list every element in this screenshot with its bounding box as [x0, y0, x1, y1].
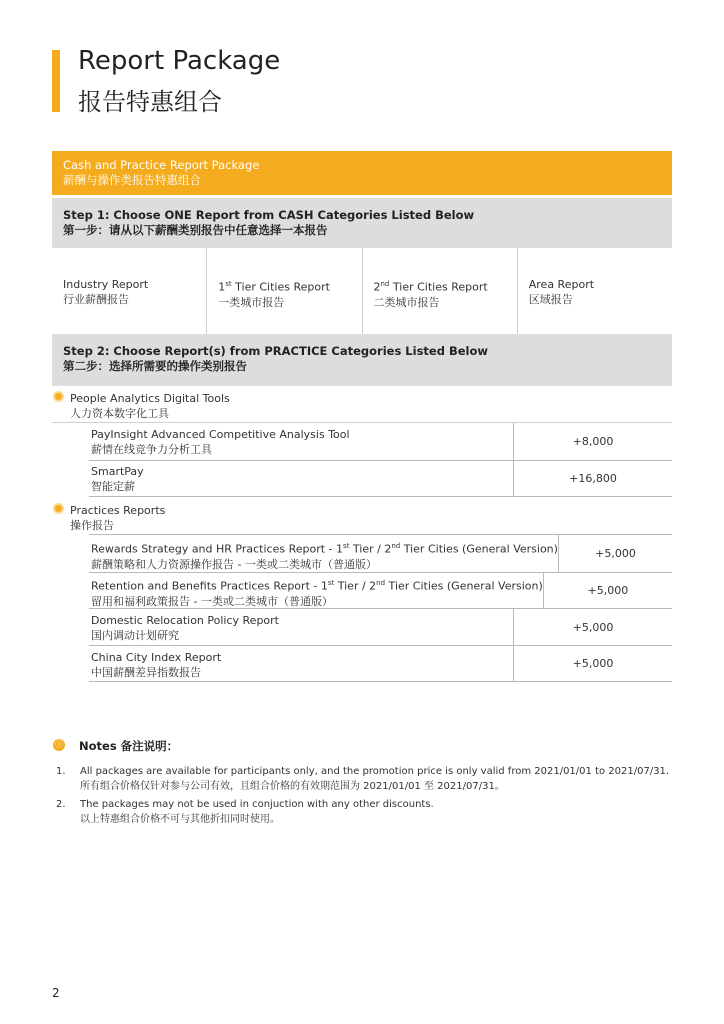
step1-header [52, 198, 672, 248]
page-number: 2 [52, 986, 60, 1000]
option-label-en: Rewards Strategy and HR Practices Report - 1st Tier / 2nd Tier Cities (General Version) [91, 542, 558, 556]
note-text-cn: 以上特惠组合价格不可与其他折扣同时使用。 [80, 814, 280, 825]
option-row[interactable] [89, 646, 672, 682]
group-label-cn: 人力资本数字化工具 [70, 407, 169, 420]
page-title-cn: 报告特惠组合 [78, 88, 222, 116]
cash-category-tier2[interactable] [362, 248, 517, 334]
step2-header [52, 334, 672, 386]
option-label-cn: 智能定薪 [91, 480, 135, 493]
package-header-en: Cash and Practice Report Package [63, 158, 260, 172]
group-label-en: Practices Reports [70, 504, 166, 517]
group-label-en: People Analytics Digital Tools [70, 392, 230, 405]
cash-category-label-en: 2nd Tier Cities Report [373, 280, 488, 294]
title-accent-bar [52, 50, 60, 112]
bullet-icon [55, 505, 62, 512]
option-price: +5,000 [513, 609, 672, 645]
cash-category-label-cn: 区域报告 [528, 293, 573, 306]
cash-category-label-cn: 二类城市报告 [373, 295, 440, 309]
step2-en: Step 2: Choose Report(s) from PRACTICE Categories Listed Below [63, 344, 488, 358]
option-label-cn: 薪情在线竞争力分析工具 [91, 443, 212, 456]
note-number: 2. [56, 799, 66, 810]
option-row[interactable] [89, 609, 672, 646]
step1-en: Step 1: Choose ONE Report from CASH Categories Listed Below [63, 208, 475, 222]
cash-categories [52, 248, 672, 335]
cash-category-label-en: Area Report [528, 278, 595, 291]
note-item [56, 797, 676, 827]
bullet-icon [55, 393, 62, 400]
note-text-en: All packages are available for participants only, and the promotion price is only valid from 2021/01/01 to 2021/07/31. [80, 766, 670, 777]
option-price: +8,000 [513, 423, 672, 460]
step2-cn: 第二步：选择所需要的操作类别报告 [63, 359, 247, 373]
cash-category-label-en: Industry Report [63, 278, 149, 291]
option-row[interactable] [89, 572, 672, 609]
option-label-cn: 留用和福利政策报告 - 一类或二类城市（普通版） [91, 594, 333, 608]
option-row[interactable] [89, 423, 672, 461]
option-label-en: Retention and Benefits Practices Report - 1st Tier / 2nd Tier Cities (General Version) [91, 579, 543, 593]
note-item [56, 764, 676, 794]
group-label-cn: 操作报告 [70, 519, 114, 532]
option-row[interactable] [89, 460, 672, 497]
package-header-cn: 薪酬与操作类报告特惠组合 [63, 173, 201, 187]
info-icon: ⓘ [55, 740, 63, 749]
option-label-en: PayInsight Advanced Competitive Analysis Tool [91, 428, 350, 441]
note-text-cn: 所有组合价格仅针对参与公司有效，且组合价格的有效期范围为 2021/01/01 至 2021/07/31。 [80, 781, 505, 792]
option-price: +5,000 [543, 572, 672, 608]
option-label-en: Domestic Relocation Policy Report [91, 614, 279, 627]
cash-category-industry[interactable] [52, 248, 206, 334]
option-label-en: SmartPay [91, 465, 144, 478]
option-label-cn: 薪酬策略和人力资源操作报告 - 一类或二类城市（普通版） [91, 557, 377, 571]
step1-cn: 第一步：请从以下薪酬类别报告中任意选择一本报告 [63, 223, 328, 237]
page-title-en: Report Package [78, 46, 281, 76]
option-label-cn: 国内调动计划研究 [91, 629, 179, 642]
cash-category-area[interactable] [517, 248, 672, 334]
cash-category-label-cn: 一类城市报告 [218, 295, 285, 309]
note-number: 1. [56, 766, 66, 777]
cash-category-label-cn: 行业薪酬报告 [63, 293, 129, 306]
option-row[interactable] [89, 534, 672, 573]
package-header [52, 151, 672, 195]
option-price: +5,000 [513, 646, 672, 681]
notes-title: Notes 备注说明： [79, 739, 179, 753]
note-text-en: The packages may not be used in conjuction with any other discounts. [80, 799, 434, 810]
option-price: +16,800 [513, 460, 672, 496]
cash-category-tier1[interactable] [206, 248, 361, 334]
option-label-en: China City Index Report [91, 651, 222, 664]
option-label-cn: 中国薪酬差异指数报告 [91, 666, 201, 679]
option-price: +5,000 [558, 535, 672, 572]
group-practices-reports [52, 498, 672, 534]
cash-category-label-en: 1st Tier Cities Report [218, 280, 330, 294]
group-people-analytics [52, 386, 672, 423]
